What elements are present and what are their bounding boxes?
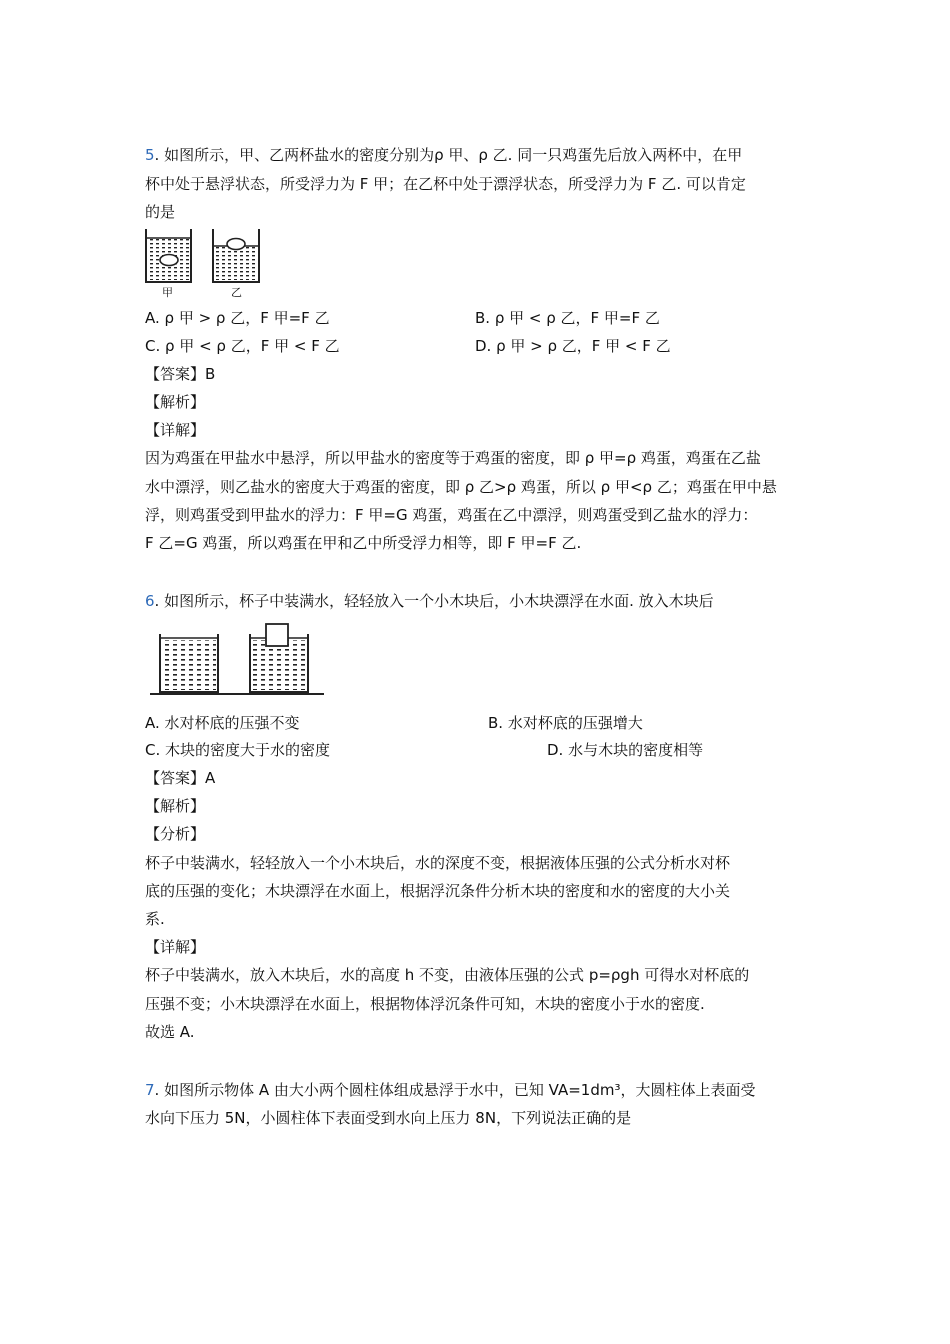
q6-analysis-heading: 【解析】 xyxy=(145,797,206,815)
q7-stem-line2: 水向下压力 5N，小圆柱体下表面受到水向上压力 8N，下列说法正确的是 xyxy=(145,1109,632,1127)
q5-explanation-line4: F 乙=G 鸡蛋，所以鸡蛋在甲和乙中所受浮力相等，即 F 甲=F 乙. xyxy=(145,534,582,552)
q5-number: 5 xyxy=(145,146,155,164)
q6-cups-figure xyxy=(148,618,326,698)
q5-option-b: B. ρ 甲 < ρ 乙，F 甲=F 乙 xyxy=(475,309,660,327)
q6-answer: 【答案】A xyxy=(145,769,216,787)
q6-option-c: C. 木块的密度大于水的密度 xyxy=(145,741,331,759)
q5-option-a: A. ρ 甲 > ρ 乙，F 甲=F 乙 xyxy=(145,309,330,327)
q6-detail-heading: 【详解】 xyxy=(145,938,206,956)
q6-fenxi-line3: 系. xyxy=(145,910,165,928)
q5-figure-label-a: 甲 xyxy=(162,286,173,299)
q5-explanation-line1: 因为鸡蛋在甲盐水中悬浮，所以甲盐水的密度等于鸡蛋的密度，即 ρ 甲=ρ 鸡蛋，鸡蛋在乙盐 xyxy=(145,449,761,467)
q5-figure-label-b: 乙 xyxy=(231,286,242,299)
q5-detail-heading: 【详解】 xyxy=(145,421,206,439)
q5-stem-line1: 5. 如图所示，甲、乙两杯盐水的密度分别为ρ 甲、ρ 乙. 同一只鸡蛋先后放入两杯中，在甲 xyxy=(145,146,743,164)
q6-explanation-line1: 杯子中装满水，放入木块后，水的高度 h 不变，由液体压强的公式 p=ρgh 可得水对杯底的 xyxy=(145,966,750,984)
q6-fenxi-line2: 底的压强的变化；木块漂浮在水面上，根据浮沉条件分析木块的密度和水的密度的大小关 xyxy=(145,882,731,900)
q7-number: 7 xyxy=(145,1081,155,1099)
q7-stem-line1: 7. 如图所示物体 A 由大小两个圆柱体组成悬浮于水中，已知 VA=1dm³，大圆柱体上表面受 xyxy=(145,1081,756,1099)
q5-analysis-heading: 【解析】 xyxy=(145,393,206,411)
q6-fenxi-line1: 杯子中装满水，轻轻放入一个小木块后，水的深度不变，根据液体压强的公式分析水对杯 xyxy=(145,854,731,872)
q6-option-b: B. 水对杯底的压强增大 xyxy=(488,714,643,732)
q6-explanation-line3: 故选 A. xyxy=(145,1023,195,1041)
q5-option-c: C. ρ 甲 < ρ 乙，F 甲 < F 乙 xyxy=(145,337,340,355)
q5-answer: 【答案】B xyxy=(145,365,216,383)
q6-stem-line1: 6. 如图所示，杯子中装满水，轻轻放入一个小木块后，小木块漂浮在水面. 放入木块后 xyxy=(145,592,714,610)
q5-stem-line3: 的是 xyxy=(145,203,176,221)
q6-fenxi-heading: 【分析】 xyxy=(145,825,206,843)
q5-option-d: D. ρ 甲 > ρ 乙，F 甲 < F 乙 xyxy=(475,337,671,355)
q5-explanation-line2: 水中漂浮，则乙盐水的密度大于鸡蛋的密度，即 ρ 乙>ρ 鸡蛋，所以 ρ 甲<ρ 乙；鸡蛋在甲中悬 xyxy=(145,478,777,496)
q6-number: 6 xyxy=(145,592,155,610)
q6-explanation-line2: 压强不变；小木块漂浮在水面上，根据物体浮沉条件可知，木块的密度小于水的密度. xyxy=(145,995,705,1013)
q5-explanation-line3: 浮，则鸡蛋受到甲盐水的浮力：F 甲=G 鸡蛋，鸡蛋在乙中漂浮，则鸡蛋受到乙盐水的浮力： xyxy=(145,506,758,524)
q5-stem-line2: 杯中处于悬浮状态，所受浮力为 F 甲；在乙杯中处于漂浮状态，所受浮力为 F 乙. 可以肯定 xyxy=(145,175,746,193)
q6-option-a: A. 水对杯底的压强不变 xyxy=(145,714,300,732)
q6-option-d: D. 水与木块的密度相等 xyxy=(547,741,704,759)
